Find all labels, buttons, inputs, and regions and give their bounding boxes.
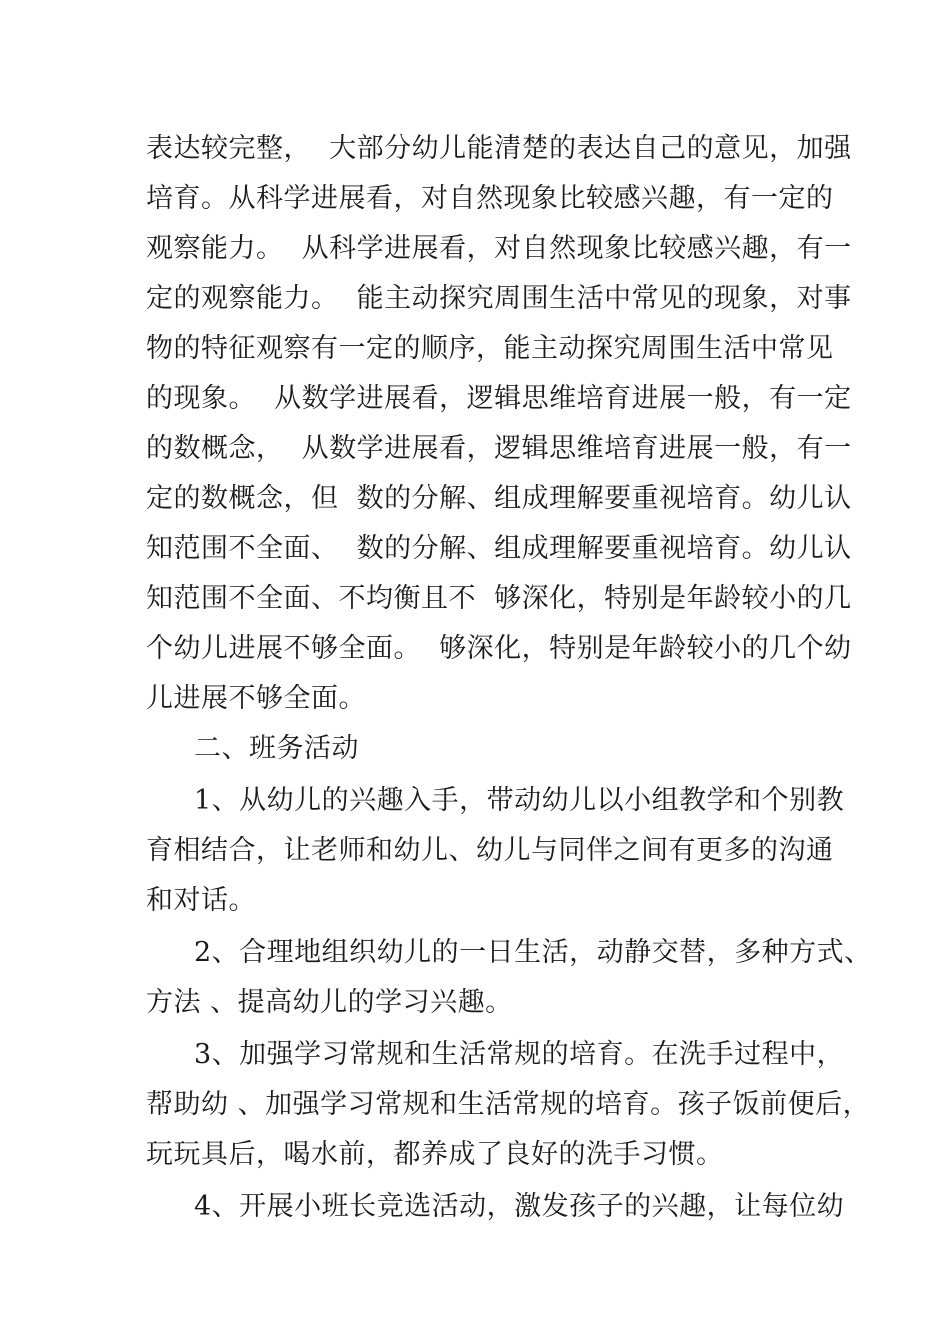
paragraph-line: 个幼儿进展不够全面。 够深化，特别是年龄较小的几个幼: [146, 633, 852, 664]
list-item-line: 育相结合，让老师和幼儿、幼儿与同伴之间有更多的沟通: [146, 835, 834, 866]
paragraph-line: 物的特征观察有一定的顺序，能主动探究周围生活中常见: [146, 333, 834, 364]
paragraph-line: 观察能力。 从科学进展看，对自然现象比较感兴趣，有一: [146, 233, 852, 264]
paragraph-line: 儿进展不够全面。: [146, 683, 366, 714]
paragraph-line: 定的数概念，但 数的分解、组成理解要重视培育。幼儿认: [146, 483, 852, 514]
paragraph-line: 的现象。 从数学进展看，逻辑思维培育进展一般，有一定: [146, 383, 852, 414]
paragraph-line: 定的观察能力。 能主动探究周围生活中常见的现象，对事: [146, 283, 852, 314]
list-item-line: 和对话。: [146, 885, 256, 916]
list-item-line: 玩玩具后，喝水前，都养成了良好的洗手习惯。: [146, 1139, 724, 1170]
paragraph-line: 知范围不全面、不均衡且不 够深化，特别是年龄较小的几: [146, 583, 852, 614]
list-item-line: 方法 、提高幼儿的学习兴趣。: [146, 987, 513, 1018]
paragraph-line: 表达较完整， 大部分幼儿能清楚的表达自己的意见，加强: [146, 133, 852, 164]
list-item-line: 1、从幼儿的兴趣入手，带动幼儿以小组教学和个别教: [194, 785, 845, 816]
list-item-line: 3、加强学习常规和生活常规的培育。在洗手过程中，: [194, 1039, 845, 1070]
section-heading: 二、班务活动: [194, 733, 359, 764]
paragraph-line: 知范围不全面、 数的分解、组成理解要重视培育。幼儿认: [146, 533, 852, 564]
list-item-line: 帮助幼 、加强学习常规和生活常规的培育。孩子饭前便后，: [146, 1089, 871, 1120]
paragraph-line: 的数概念， 从数学进展看，逻辑思维培育进展一般，有一: [146, 433, 852, 464]
list-item-line: 4、开展小班长竞选活动，激发孩子的兴趣，让每位幼: [194, 1191, 845, 1222]
paragraph-line: 培育。从科学进展看，对自然现象比较感兴趣，有一定的: [146, 183, 834, 214]
list-item-line: 2、合理地组织幼儿的一日生活，动静交替，多种方式、: [194, 937, 872, 968]
